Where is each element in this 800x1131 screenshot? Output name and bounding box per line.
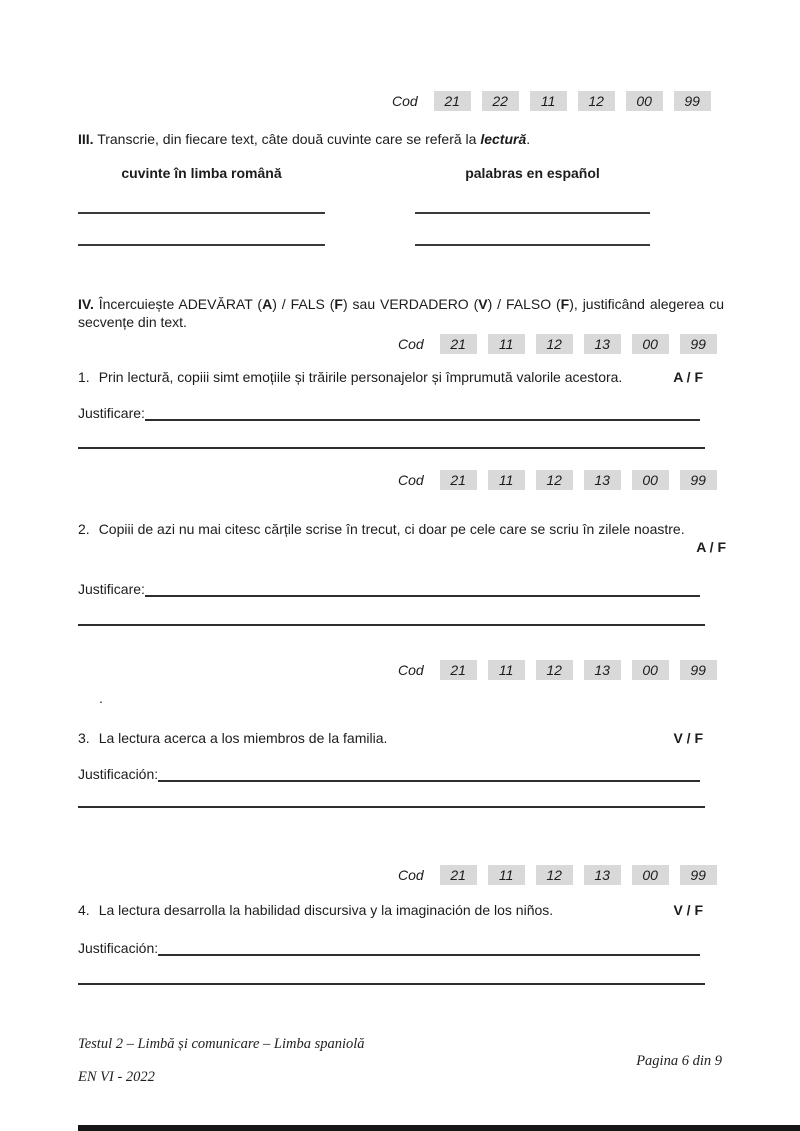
cod-box: 99 xyxy=(680,865,717,885)
section-iv-number: IV. xyxy=(78,296,94,312)
cod-label: Cod xyxy=(398,867,424,883)
question-2-number: 2. xyxy=(78,521,90,537)
cod-box: 21 xyxy=(440,470,477,490)
cod-box: 12 xyxy=(536,660,573,680)
cod-box: 21 xyxy=(434,91,471,111)
section-iii-tail: . xyxy=(526,131,531,147)
question-2 xyxy=(78,520,746,555)
justification-line xyxy=(78,447,705,449)
answer-line xyxy=(78,212,325,214)
column-header-spanish: palabras en español xyxy=(465,165,600,181)
cod-box: 00 xyxy=(632,470,669,490)
cod-box: 21 xyxy=(440,660,477,680)
cod-box: 00 xyxy=(632,660,669,680)
cod-row-5 xyxy=(398,865,717,885)
question-1 xyxy=(78,368,703,386)
justification-label: Justificación: xyxy=(78,766,159,782)
cod-box: 11 xyxy=(530,91,567,111)
cod-box: 99 xyxy=(680,660,717,680)
justification-label: Justificare: xyxy=(78,581,145,597)
justification-line xyxy=(78,983,705,985)
section-iii-heading xyxy=(78,131,738,148)
question-3-text: 3. La lectura acerca a los miembros de la familia. xyxy=(78,730,388,746)
footer-page-number: Pagina 6 din 9 xyxy=(636,1053,722,1069)
cod-box: 13 xyxy=(584,865,621,885)
cod-box: 00 xyxy=(626,91,663,111)
justification-row-1 xyxy=(78,403,700,421)
cod-box: 12 xyxy=(536,334,573,354)
section-iv-text: Încercuiește ADEVĂRAT (A) / FALS (F) sau VERDADERO (V) / FALSO (F), justificând alegerea cu secvențe din text. xyxy=(78,296,725,330)
cod-label: Cod xyxy=(398,336,424,352)
stray-dot: . xyxy=(99,690,103,706)
justification-row-4 xyxy=(78,938,700,956)
question-4 xyxy=(78,901,703,919)
cod-box: 11 xyxy=(488,334,525,354)
answer-line xyxy=(415,244,650,246)
cod-box: 21 xyxy=(440,334,477,354)
footer-test-title: Testul 2 – Limbă și comunicare – Limba spaniolă xyxy=(78,1036,365,1052)
justification-label: Justificación: xyxy=(78,940,159,956)
question-2-options: A / F xyxy=(696,539,726,555)
section-iii-number: III. xyxy=(78,131,94,147)
answer-line xyxy=(415,212,650,214)
question-1-options: A / F xyxy=(673,369,703,385)
cod-box: 11 xyxy=(488,660,525,680)
cod-label: Cod xyxy=(392,93,418,109)
cod-box: 11 xyxy=(488,470,525,490)
answer-line xyxy=(78,244,325,246)
justification-row-2 xyxy=(78,579,700,597)
cod-row-2 xyxy=(398,334,717,354)
question-1-text: 1. Prin lectură, copiii simt emoțiile și trăirile personajelor și împrumută valorile acestora. xyxy=(78,369,623,385)
question-4-options: V / F xyxy=(673,902,703,918)
cod-box: 11 xyxy=(488,865,525,885)
justification-line xyxy=(78,624,705,626)
question-2-text: Copiii de azi nu mai citesc cărțile scrise în trecut, ci doar pe cele care se scriu în zilele noastre. xyxy=(98,521,685,537)
cod-box: 21 xyxy=(440,865,477,885)
cod-box: 99 xyxy=(680,334,717,354)
cod-box: 13 xyxy=(584,470,621,490)
justification-line xyxy=(158,780,700,782)
section-iv-heading xyxy=(78,296,724,331)
justification-label: Justificare: xyxy=(78,405,145,421)
cod-box: 13 xyxy=(584,334,621,354)
justification-line xyxy=(78,806,705,808)
question-3 xyxy=(78,729,703,747)
section-iii-text: Transcrie, din fiecare text, câte două cuvinte care se referă la xyxy=(97,131,477,147)
justification-line xyxy=(145,595,700,597)
justification-line xyxy=(145,419,700,421)
cod-box: 13 xyxy=(584,660,621,680)
cod-row-3 xyxy=(398,470,717,490)
cod-box: 12 xyxy=(536,470,573,490)
cod-box: 99 xyxy=(680,470,717,490)
question-4-text: 4. La lectura desarrolla la habilidad discursiva y la imaginación de los niños. xyxy=(78,902,554,918)
cod-row-4 xyxy=(398,660,717,680)
cod-box: 12 xyxy=(536,865,573,885)
cod-label: Cod xyxy=(398,472,424,488)
cod-box: 22 xyxy=(482,91,519,111)
cod-box: 99 xyxy=(674,91,711,111)
justification-line xyxy=(158,954,700,956)
column-header-romanian: cuvinte în limba română xyxy=(121,165,282,181)
cod-box: 00 xyxy=(632,865,669,885)
cod-label: Cod xyxy=(398,662,424,678)
cod-row-1 xyxy=(392,91,711,111)
section-iii-highlight: lectură xyxy=(480,131,527,147)
justification-row-3 xyxy=(78,764,700,782)
cod-box: 00 xyxy=(632,334,669,354)
cod-box: 12 xyxy=(578,91,615,111)
question-3-options: V / F xyxy=(673,730,703,746)
footer-exam-code: EN VI - 2022 xyxy=(78,1069,155,1085)
scan-artifact-bar xyxy=(78,1125,800,1131)
